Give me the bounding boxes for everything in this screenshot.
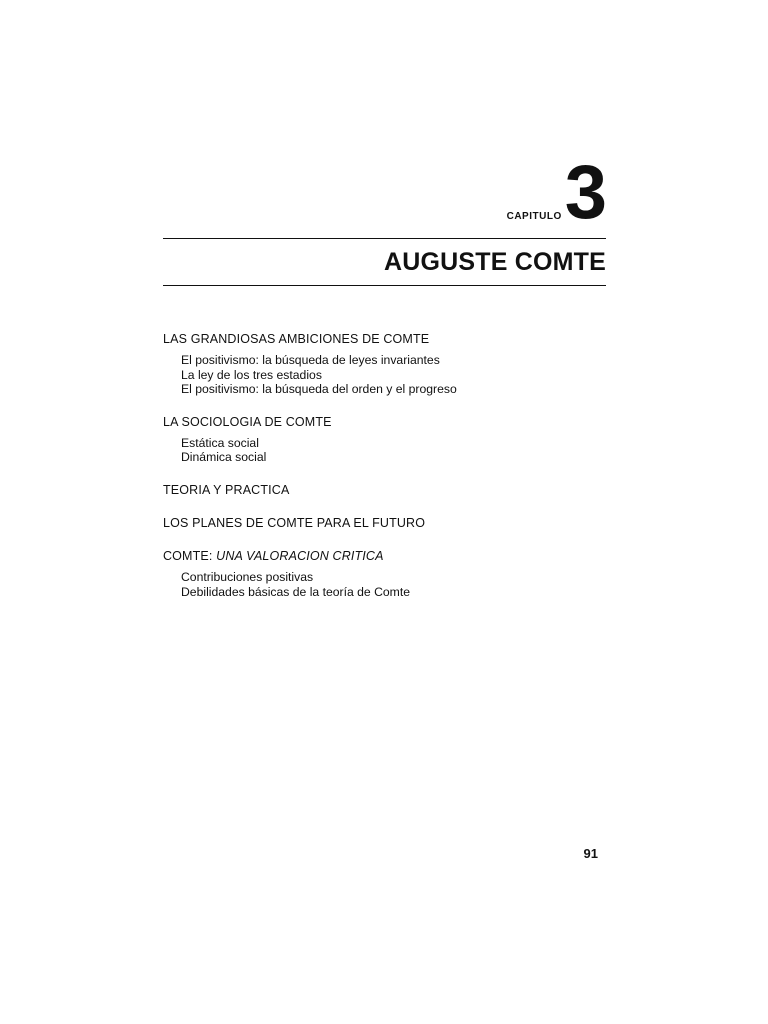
toc-section-heading: [163, 548, 613, 564]
toc-section-heading: LOS PLANES DE COMTE PARA EL FUTURO: [163, 515, 426, 530]
title-bottom-rule: [163, 285, 606, 286]
toc-subsection-list: [163, 570, 613, 599]
toc-subsection: El positivismo: la búsqueda de leyes invariantes: [181, 353, 440, 367]
toc-section: [163, 482, 613, 498]
toc-section-heading: LA SOCIOLOGIA DE COMTE: [163, 414, 332, 429]
chapter-contents: [163, 331, 613, 616]
toc-subsection: La ley de los tres estadios: [181, 367, 322, 382]
toc-section: [163, 331, 613, 397]
toc-section: [163, 515, 613, 531]
toc-heading-italic: UNA VALORACION CRITICA: [216, 548, 384, 563]
toc-subsection: Dinámica social: [181, 450, 267, 465]
toc-subsection: Debilidades básicas de la teoría de Comte: [181, 584, 410, 599]
chapter-number: 3: [564, 150, 605, 235]
title-top-rule: [163, 238, 606, 239]
chapter-label: CAPITULO: [506, 211, 562, 222]
toc-section-heading: TEORIA Y PRACTICA: [163, 482, 290, 497]
toc-section: [163, 414, 613, 465]
toc-heading-prefix: COMTE:: [163, 548, 217, 563]
toc-subsection: Contribuciones positivas: [181, 569, 314, 584]
toc-subsection-list: [163, 353, 613, 397]
page-number: 91: [583, 846, 598, 861]
toc-subsection: El positivismo: la búsqueda del orden y el progreso: [181, 382, 457, 397]
toc-section-heading: LAS GRANDIOSAS AMBICIONES DE COMTE: [163, 332, 430, 346]
chapter-title: AUGUSTE COMTE: [383, 248, 606, 276]
chapter-heading: [506, 150, 605, 235]
toc-subsection: Estática social: [181, 435, 259, 450]
toc-subsection-list: [163, 436, 613, 465]
toc-section: [163, 548, 613, 599]
